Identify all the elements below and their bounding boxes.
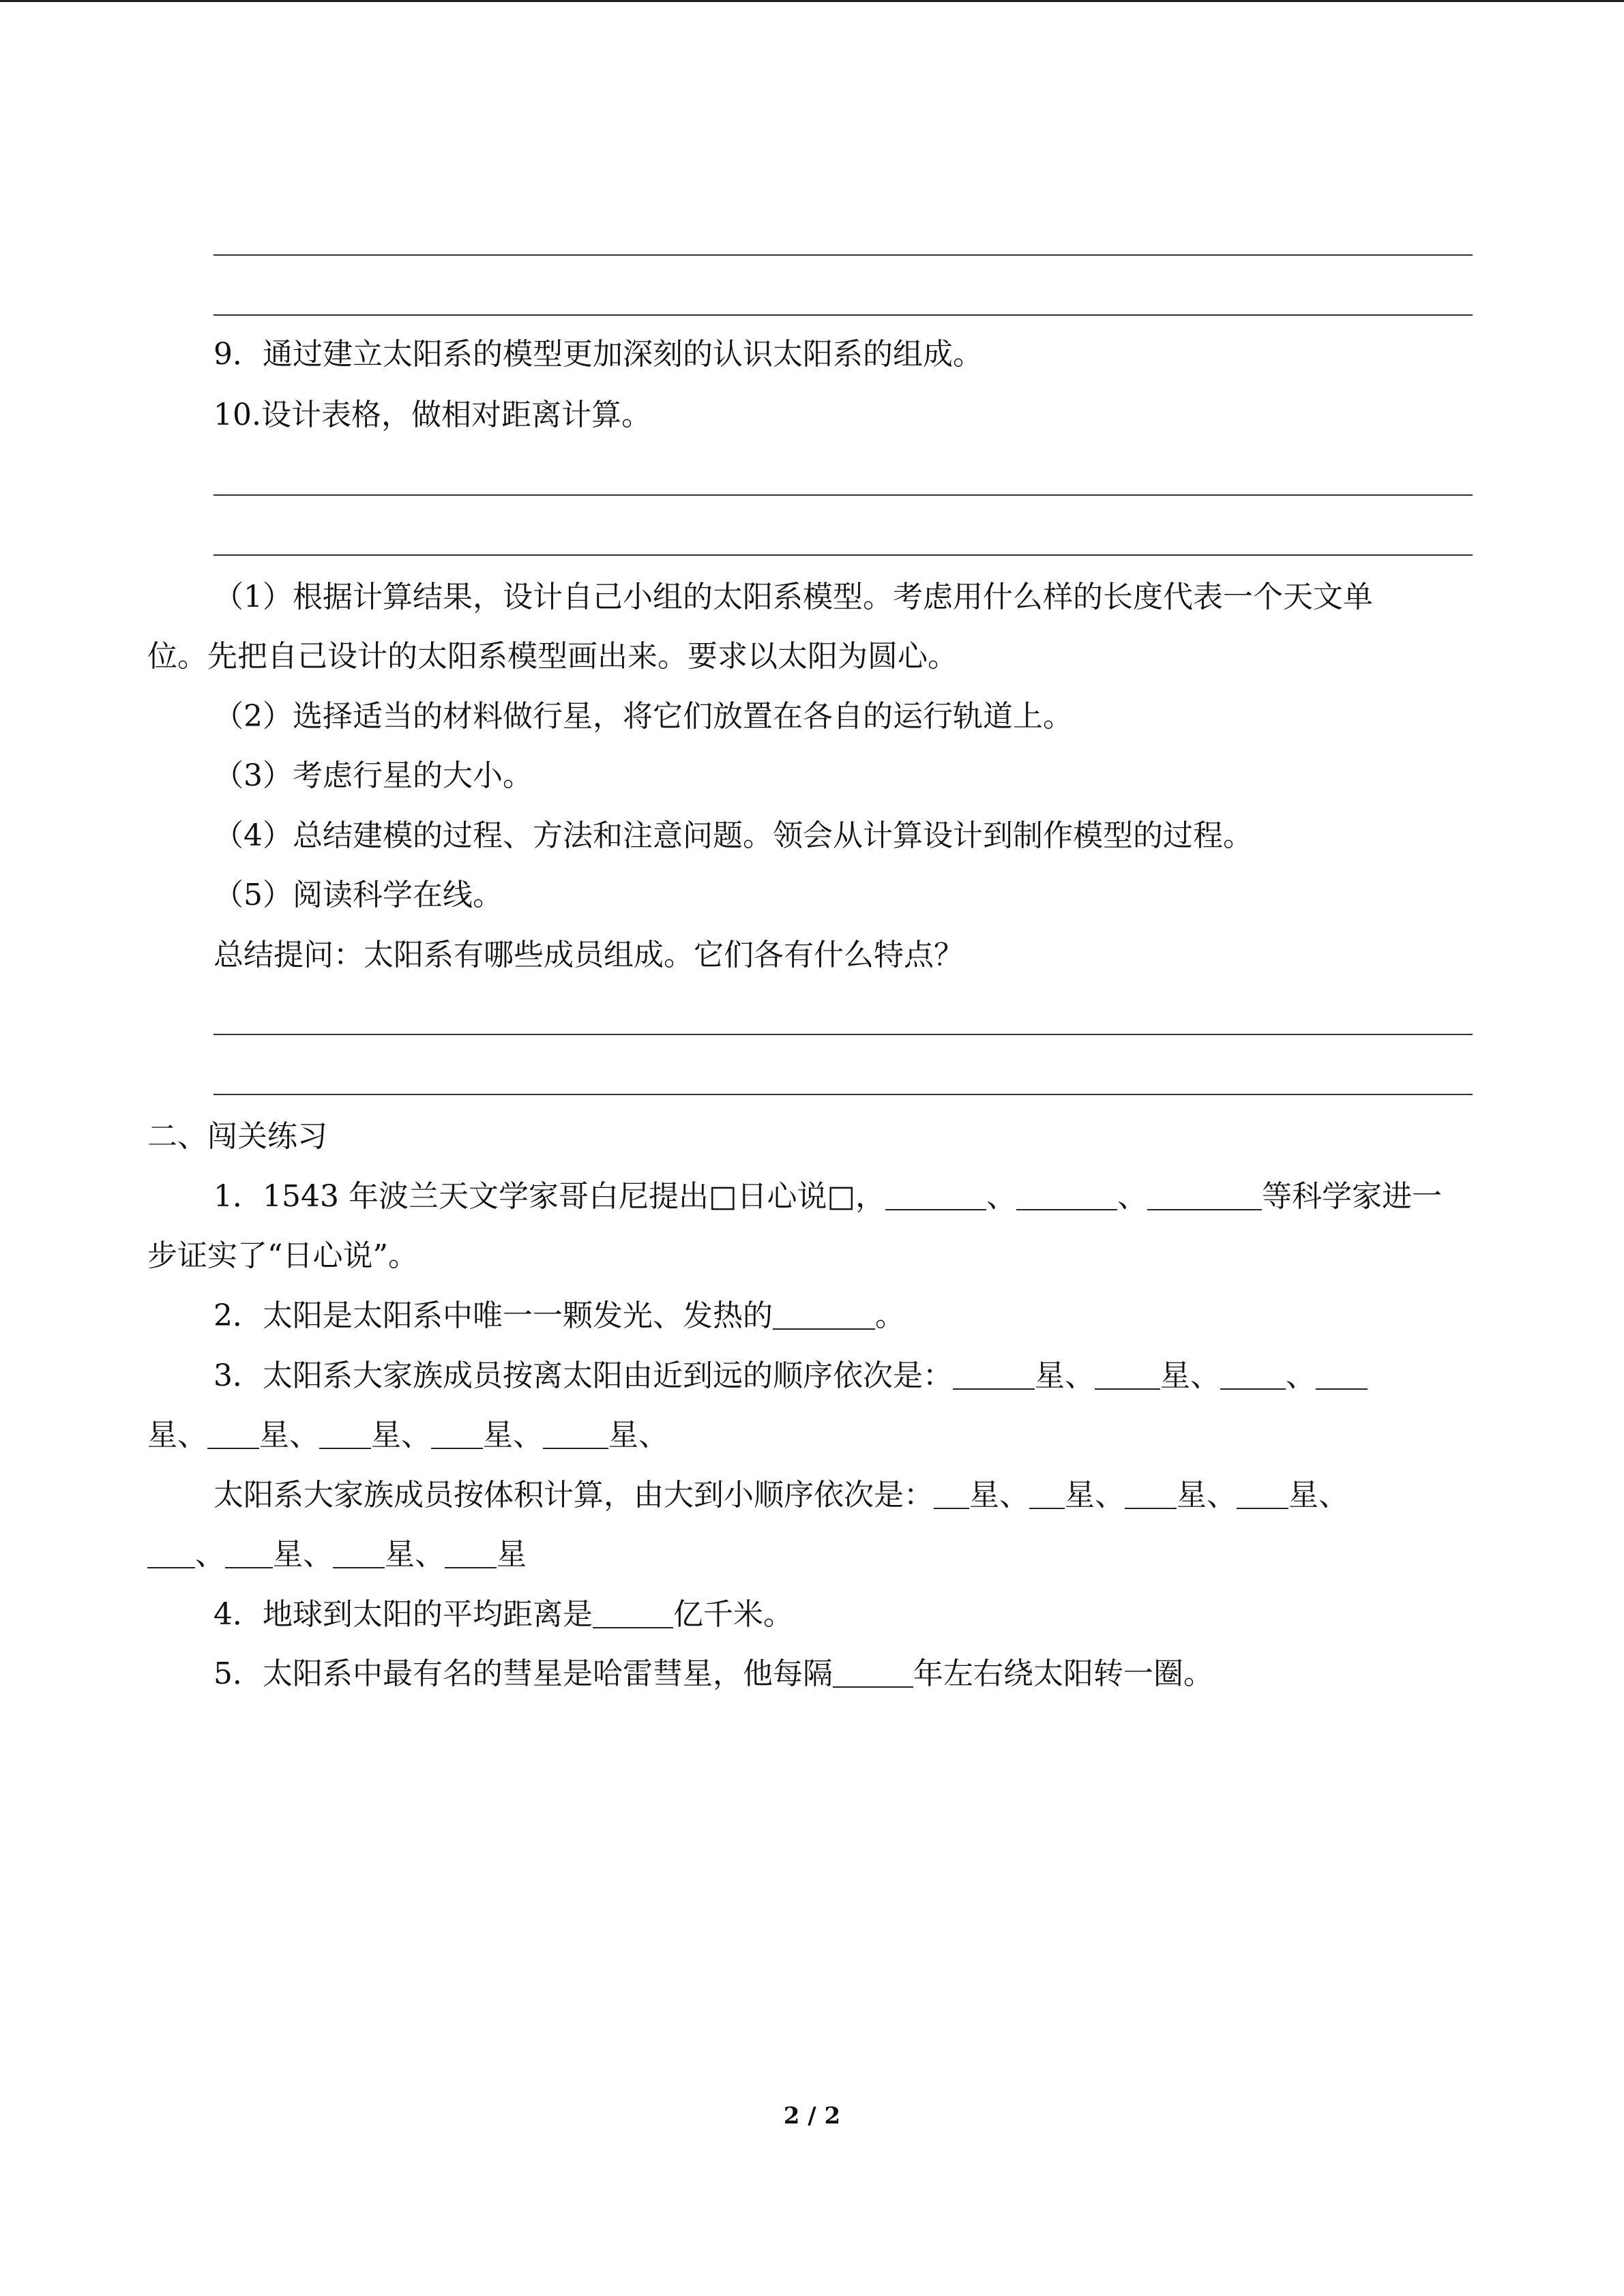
question-2: 2．太阳是太阳系中唯一一颗发光、发热的 。 [213,1298,905,1333]
question-4: 4．地球到太阳的平均距离是 亿千米。 [213,1597,793,1632]
blank-field[interactable] [1029,1480,1065,1509]
blank-field[interactable] [833,1659,913,1688]
page-top-border [0,0,1624,2]
summary-question: 总结提问：太阳系有哪些成员组成。它们各有什么特点？ [213,938,964,972]
step-3: （3）考虑行星的大小。 [213,758,533,793]
answer-line [213,494,1473,496]
blank-field[interactable] [445,1540,497,1568]
step-4: （4）总结建模的过程、方法和注意问题。领会从计算设计到制作模型的过程。 [213,818,1253,853]
blank-field[interactable] [1316,1361,1368,1390]
answer-line [213,314,1473,316]
answer-line [213,1034,1473,1035]
blank-field[interactable] [1237,1480,1288,1509]
question-5: 5．太阳系中最有名的彗星是哈雷彗星，他每隔 年左右绕太阳转一圈。 [213,1656,1213,1691]
step-1-line-2: 位。先把自己设计的太阳系模型画出来。要求以太阳为圆心。 [147,639,958,674]
blank-field[interactable] [1125,1480,1177,1509]
blank-field[interactable] [1095,1361,1160,1390]
blank-field[interactable] [1016,1182,1117,1210]
blank-field[interactable] [934,1480,969,1509]
item-9: 9．通过建立太阳系的模型更加深刻的认识太阳系的组成。 [213,337,983,372]
page-number: 2 / 2 [783,2102,841,2130]
question-1-line-2: 步证实了“日心说”。 [147,1238,418,1273]
blank-field[interactable] [543,1420,608,1449]
blank-field[interactable] [319,1420,371,1449]
answer-line [213,1094,1473,1095]
question-3-volume: 太阳系大家族成员按体积计算，由大到小顺序依次是： 星、 星、 星、 星、 [213,1478,1348,1512]
blank-field[interactable] [207,1420,259,1449]
blank-field[interactable] [431,1420,483,1449]
step-5: （5）阅读科学在线。 [213,878,503,912]
blank-field[interactable] [225,1540,273,1568]
step-1-line-1: （1）根据计算结果，设计自己小组的太阳系模型。考虑用什么样的长度代表一个天文单 [213,580,1373,614]
question-1: 1．1543 年波兰天文学家哥白尼提出□日心说□， 、 、 等科学家进一 [213,1179,1443,1214]
blank-field[interactable] [333,1540,385,1568]
answer-line [213,554,1473,556]
question-3-line-2: 星、 星、 星、 星、 星、 [147,1418,668,1452]
answer-line [213,254,1473,256]
section-2-title: 二、闯关练习 [147,1119,327,1154]
item-10: 10.设计表格，做相对距离计算。 [213,398,651,432]
blank-field[interactable] [593,1600,673,1628]
blank-field[interactable] [953,1361,1035,1390]
question-3-volume-line-2: 、 星、 星、 星 [147,1540,527,1570]
blank-field[interactable] [773,1301,875,1330]
question-3: 3．太阳系大家族成员按离太阳由近到远的顺序依次是： 星、 星、 、 [213,1361,1368,1391]
blank-field[interactable] [1220,1361,1286,1390]
blank-field[interactable] [1147,1182,1262,1210]
blank-field[interactable] [885,1182,986,1210]
blank-field[interactable] [147,1540,195,1568]
step-2: （2）选择适当的材料做行星，将它们放置在各自的运行轨道上。 [213,699,1073,734]
